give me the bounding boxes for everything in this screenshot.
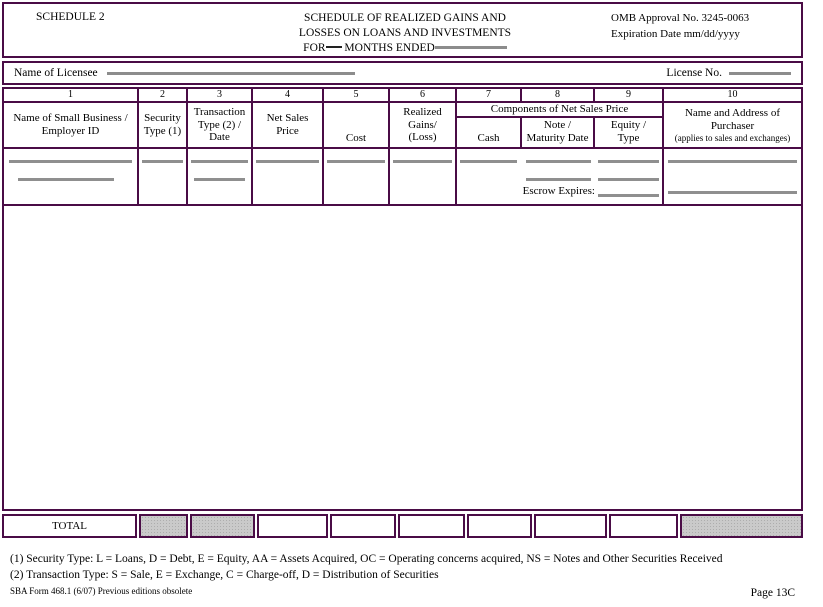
col-number-3: 3 xyxy=(188,89,251,101)
entry-cell-business-name xyxy=(4,149,137,204)
title-box xyxy=(2,2,803,58)
header-line: Type (2) / xyxy=(197,118,242,131)
omb-block xyxy=(611,11,801,56)
omb-approval-no: OMB Approval No. 3245-0063 xyxy=(611,12,750,24)
header-line: Type xyxy=(617,132,640,145)
blank-line xyxy=(142,160,183,163)
col-number-1: 1 xyxy=(4,89,137,101)
col-number-5: 5 xyxy=(324,89,388,101)
title-line-1: SCHEDULE OF REALIZED GAINS AND xyxy=(304,12,506,24)
license-no-label: License No. xyxy=(666,67,722,79)
blank-line xyxy=(526,160,591,163)
total-row xyxy=(2,514,803,538)
entry-cell-purchaser xyxy=(664,149,801,204)
col-header-purchaser xyxy=(664,103,801,147)
total-cell-equity xyxy=(609,514,678,538)
blank-line xyxy=(668,160,797,163)
col-header-note-maturity xyxy=(522,118,593,147)
blank-line xyxy=(9,160,132,163)
group-header-components: Components of Net Sales Price xyxy=(457,103,662,116)
expiration-date: Expiration Date mm/dd/yyyy xyxy=(611,27,740,40)
licensee-strip xyxy=(2,61,803,85)
entry-cell-components xyxy=(457,149,662,204)
footnote-security-type: (1) Security Type: L = Loans, D = Debt, E = Equity, AA = Assets Acquired, OC = Operating concerns acquired, NS = Notes and Other Securities Received xyxy=(10,553,723,565)
total-cell-note xyxy=(534,514,607,538)
header-line: Purchaser xyxy=(710,119,755,132)
col-header-net-sales-price xyxy=(253,103,322,147)
entry-cell-realized-gains xyxy=(390,149,455,204)
licensee-name-blank xyxy=(107,72,355,75)
total-cell-net-sales-price xyxy=(257,514,328,538)
header-line: Employer ID xyxy=(41,125,100,137)
header-line: Security xyxy=(144,112,181,125)
entry-cell-transaction-type xyxy=(188,149,251,204)
col-number-8: 8 xyxy=(522,89,593,101)
header-line: Transaction xyxy=(193,105,246,118)
blank-line xyxy=(393,160,452,163)
footnotes xyxy=(2,551,803,583)
blank-line xyxy=(327,160,385,163)
total-cell-cost xyxy=(330,514,396,538)
entry-cell-security-type xyxy=(139,149,186,204)
form-number-footer: SBA Form 468.1 (6/07) Previous editions obsolete xyxy=(10,586,193,596)
header-line: Cost xyxy=(345,132,367,145)
header-line: Cash xyxy=(477,132,500,145)
page-number: Page 13C xyxy=(750,587,795,599)
blank-line xyxy=(460,160,517,163)
col-header-realized-gains xyxy=(390,103,455,147)
col-header-cost xyxy=(324,103,388,147)
blank-line xyxy=(18,178,114,181)
total-cell-security-type-shaded xyxy=(139,514,188,538)
months-count-blank xyxy=(326,46,342,48)
blank-line xyxy=(668,191,797,194)
col-number-6: 6 xyxy=(390,89,455,101)
months-ended-label: MONTHS ENDED xyxy=(344,42,435,55)
blank-line xyxy=(598,178,659,181)
col-header-equity-type xyxy=(595,118,662,147)
license-no-blank xyxy=(729,72,791,75)
header-line: Note / xyxy=(543,119,572,132)
schedule-label: SCHEDULE 2 xyxy=(36,11,105,23)
entry-cell-cost xyxy=(324,149,388,204)
months-ended-prefix: FOR xyxy=(303,42,326,55)
header-line: (applies to sales and exchanges) xyxy=(674,132,791,143)
col-number-10: 10 xyxy=(664,89,801,101)
blank-line xyxy=(191,160,248,163)
total-cell-realized-gains xyxy=(398,514,465,538)
header-line: Date xyxy=(209,131,230,144)
col-number-2: 2 xyxy=(139,89,186,101)
total-cell-transaction-type-shaded xyxy=(190,514,255,538)
col-number-9: 9 xyxy=(595,89,662,101)
col-header-cash xyxy=(457,118,520,147)
months-ended-blank xyxy=(435,46,507,49)
header-line: Name and Address of xyxy=(684,106,780,119)
total-label-cell: TOTAL xyxy=(2,514,137,538)
col-number-4: 4 xyxy=(253,89,322,101)
col-header-security-type xyxy=(139,103,186,147)
footnote-transaction-type: (2) Transaction Type: S = Sale, E = Exchange, C = Charge-off, D = Distribution of Securities xyxy=(10,569,439,582)
blank-line xyxy=(598,160,659,163)
title-line-2: LOSSES ON LOANS AND INVESTMENTS xyxy=(298,27,512,40)
header-line: Maturity Date xyxy=(526,132,589,145)
header-line: (Loss) xyxy=(408,131,437,144)
total-cell-purchaser-shaded xyxy=(680,514,803,538)
col-number-7: 7 xyxy=(457,89,520,101)
header-line: Type (1) xyxy=(143,125,182,137)
escrow-expires-label: Escrow Expires: xyxy=(522,185,595,197)
col-header-transaction-type xyxy=(188,103,251,147)
header-line: Equity / xyxy=(610,119,647,132)
header-line: Realized xyxy=(403,105,442,118)
form-title xyxy=(199,11,611,56)
entries-blank-area xyxy=(4,206,801,509)
col-header-business-name xyxy=(4,103,137,147)
sba-schedule-2-form xyxy=(2,2,803,583)
escrow-expires-blank xyxy=(598,194,659,197)
header-line: Gains/ xyxy=(408,118,437,131)
blank-line xyxy=(256,160,319,163)
header-line: Price xyxy=(276,125,299,137)
title-line-3 xyxy=(199,41,611,56)
realized-gains-table xyxy=(2,87,803,511)
header-line: Net Sales xyxy=(266,112,309,125)
blank-line xyxy=(526,178,591,181)
header-line: Name of Small Business / xyxy=(13,112,128,125)
entry-cell-net-sales-price xyxy=(253,149,322,204)
licensee-name-label: Name of Licensee xyxy=(14,67,98,79)
total-cell-cash xyxy=(467,514,532,538)
blank-line xyxy=(194,178,245,181)
